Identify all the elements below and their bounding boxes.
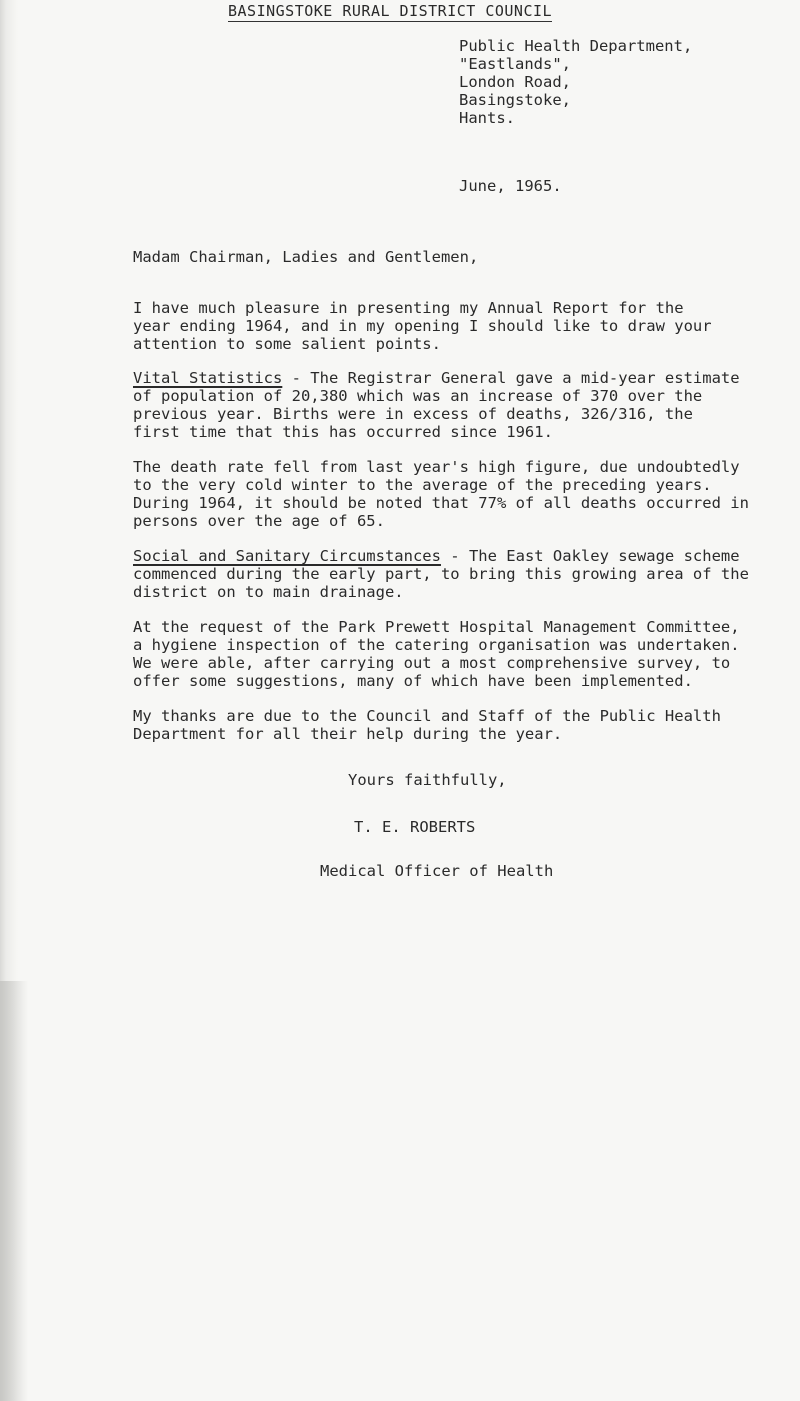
signature-name: T. E. ROBERTS — [354, 818, 476, 836]
social-sanitary-paragraph — [133, 547, 793, 601]
thanks-paragraph: My thanks are due to the Council and Staff of the Public Health Department for all their help during the year. — [133, 707, 721, 743]
address-line-5: Hants. — [459, 109, 515, 127]
salutation: Madam Chairman, Ladies and Gentlemen, — [133, 248, 479, 266]
hygiene-inspection-paragraph: At the request of the Park Prewett Hospital Management Committee, a hygiene inspection of the catering organisation was undertaken. We were able, after carrying out a most comprehensive survey, to offer some suggestions, many of which have been implemented. — [133, 618, 740, 690]
officer-title: Medical Officer of Health — [320, 862, 554, 880]
council-title: BASINGSTOKE RURAL DISTRICT COUNCIL — [228, 2, 553, 20]
address-line-1: Public Health Department, — [459, 37, 693, 55]
vital-statistics-heading: Vital Statistics — [133, 369, 283, 387]
address-line-3: London Road, — [459, 73, 571, 91]
death-rate-paragraph: The death rate fell from last year's high figure, due undoubtedly to the very cold winter to the average of the preceding years. During 1964, it should be noted that 77% of all deaths occurred in persons over the age of 65. — [133, 458, 749, 530]
vital-statistics-body: - The Registrar General gave a mid-year estimate of population of 20,380 which was an increase of 370 over the previous year. Births were in excess of deaths, 326/316, the first time that this has occurred since 1961. — [133, 369, 740, 441]
closing: Yours faithfully, — [348, 771, 507, 789]
address-line-4: Basingstoke, — [459, 91, 571, 109]
department-address — [459, 37, 692, 127]
intro-paragraph: I have much pleasure in presenting my Annual Report for the year ending 1964, and in my opening I should like to draw your attention to some salient points. — [133, 299, 712, 353]
social-sanitary-body: - The East Oakley sewage scheme commenced during the early part, to bring this growing area of the district on to main drainage. — [133, 547, 749, 601]
vital-statistics-paragraph — [133, 369, 793, 441]
address-line-2: "Eastlands", — [459, 55, 571, 73]
social-sanitary-heading: Social and Sanitary Circumstances — [133, 547, 441, 565]
letter-date: June, 1965. — [459, 177, 562, 195]
